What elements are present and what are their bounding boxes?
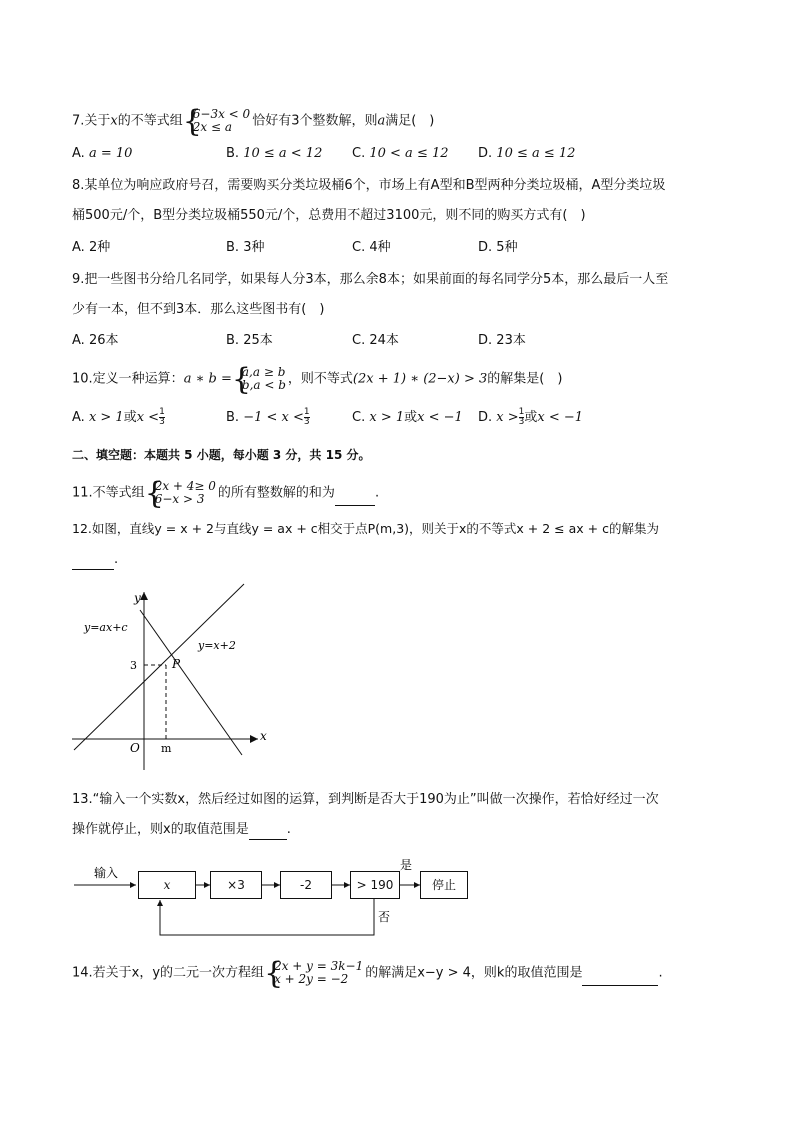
q14-system bbox=[266, 960, 363, 986]
q14-stem-end: . bbox=[658, 965, 663, 981]
option-left: x > bbox=[496, 410, 519, 425]
q11-stem-end: . bbox=[374, 485, 380, 501]
q9-option-d[interactable] bbox=[478, 331, 526, 351]
q10-case1: { a,a ≥ b bbox=[241, 365, 286, 379]
q8-stem-line2: 桶500元/个，B型分类垃圾桶550元/个，总费用不超过3100元，则不同的购买方式有( ) bbox=[72, 208, 586, 223]
q10-case2: b,a < b bbox=[241, 378, 286, 392]
q13-stem-end: . bbox=[286, 822, 291, 837]
q7-option-c[interactable] bbox=[352, 144, 449, 164]
q8-option-d[interactable] bbox=[478, 238, 518, 258]
q7-option-b[interactable] bbox=[226, 144, 322, 164]
option-text: a = 10 bbox=[88, 146, 133, 161]
option-label: C. bbox=[352, 240, 366, 255]
flow-box-times3: ×3 bbox=[210, 871, 262, 899]
flow-box-compare: > 190 bbox=[350, 871, 400, 899]
label-m: m bbox=[161, 742, 172, 755]
fraction-num: 1 bbox=[159, 407, 165, 417]
q13-stem-line2 bbox=[72, 820, 291, 840]
flow-no-label: 否 bbox=[378, 910, 391, 924]
option-right: x < −1 bbox=[417, 410, 463, 425]
q10-stem-pre: 10.定义一种运算： bbox=[72, 371, 184, 387]
option-left: x > 1 bbox=[88, 410, 124, 425]
q14-answer-blank[interactable] bbox=[582, 971, 658, 986]
fraction-den: 3 bbox=[159, 417, 165, 427]
q7-sys-line1: { 6−3x < 0 bbox=[192, 107, 251, 121]
option-text: 26本 bbox=[88, 333, 119, 348]
q7-stem-mid: 的不等式组 bbox=[117, 113, 183, 129]
q7-option-d[interactable] bbox=[478, 144, 575, 164]
option-label: A. bbox=[72, 333, 85, 348]
q14-stem bbox=[72, 960, 663, 986]
option-label: B. bbox=[226, 410, 240, 425]
q11-system bbox=[147, 480, 216, 506]
option-right: x < bbox=[136, 410, 160, 425]
line-y-x-plus-2 bbox=[74, 584, 244, 750]
fraction-num: 1 bbox=[518, 407, 525, 417]
q10-expr: (2x + 1) ∗ (2−x) > 3 bbox=[352, 371, 488, 387]
option-label: D. bbox=[478, 240, 493, 255]
q9-option-a[interactable] bbox=[72, 331, 118, 351]
q12-answer-line bbox=[72, 550, 118, 570]
option-label: B. bbox=[226, 333, 240, 348]
q10-stem bbox=[72, 366, 562, 392]
label-3: 3 bbox=[130, 659, 137, 672]
q10-option-b[interactable] bbox=[226, 408, 310, 428]
q7-stem bbox=[72, 108, 434, 134]
q13-stem-line2-text: 操作就停止，则x的取值范围是 bbox=[72, 822, 249, 837]
q10-stem-end: 的解集是( ) bbox=[487, 371, 563, 387]
option-text: 10 < a ≤ 12 bbox=[369, 146, 449, 161]
q11-sys-line1: { 2x + 4≥ 0 bbox=[154, 479, 216, 493]
q8-option-c[interactable] bbox=[352, 238, 391, 258]
option-text: 10 ≤ a ≤ 12 bbox=[496, 146, 576, 161]
q11-sys-line2: 6−x > 3 bbox=[154, 492, 205, 506]
q7-var-x: x bbox=[110, 113, 118, 129]
label-p: P bbox=[172, 657, 181, 671]
label-origin: O bbox=[130, 741, 140, 755]
option-label: D. bbox=[478, 333, 493, 348]
q8-option-a[interactable] bbox=[72, 238, 110, 258]
arrow-no-head bbox=[157, 900, 163, 906]
q7-stem-end: 满足( ) bbox=[385, 113, 435, 129]
option-label: C. bbox=[352, 146, 366, 161]
q7-stem-pre: 7.关于 bbox=[72, 113, 111, 129]
label-y: y bbox=[134, 591, 141, 605]
label-line1: y=ax+c bbox=[84, 621, 128, 634]
option-label: B. bbox=[226, 240, 240, 255]
q14-stem-post: 的解满足x−y > 4，则k的取值范围是 bbox=[365, 965, 583, 981]
option-label: B. bbox=[226, 146, 240, 161]
option-text: 25本 bbox=[243, 333, 273, 348]
fraction-den: 3 bbox=[518, 417, 525, 427]
q13-flowchart bbox=[72, 855, 492, 945]
q7-var-a: a bbox=[377, 113, 386, 129]
q7-sys-line2: 2x ≤ a bbox=[192, 120, 233, 134]
option-text: 10 ≤ a < 12 bbox=[243, 146, 323, 161]
option-text: 4种 bbox=[369, 240, 391, 255]
q11-stem bbox=[72, 480, 379, 506]
flow-yes-label: 是 bbox=[400, 858, 413, 872]
q9-option-c[interactable] bbox=[352, 331, 399, 351]
option-label: A. bbox=[72, 240, 85, 255]
option-left: −1 < x < bbox=[243, 410, 304, 425]
option-label: A. bbox=[72, 146, 85, 161]
q10-op: a ∗ b = bbox=[183, 371, 232, 387]
q11-answer-blank[interactable] bbox=[335, 491, 375, 506]
flow-input-label: 输入 bbox=[94, 866, 119, 880]
q12-graph bbox=[72, 580, 282, 775]
q10-option-c[interactable] bbox=[352, 408, 463, 428]
q9-stem-line2: 少有一本，但不到3本．那么这些图书有( ) bbox=[72, 302, 325, 317]
flow-box-stop: 停止 bbox=[420, 871, 468, 899]
q13-answer-blank[interactable] bbox=[249, 825, 287, 840]
fraction-den: 3 bbox=[303, 417, 310, 427]
q12-stem-end: . bbox=[114, 552, 119, 567]
option-label: D. bbox=[478, 410, 493, 425]
option-text: 24本 bbox=[369, 333, 399, 348]
arrow-input-head bbox=[130, 882, 136, 888]
option-text: 3种 bbox=[243, 240, 265, 255]
label-x: x bbox=[260, 729, 267, 743]
line-y-ax-plus-c bbox=[140, 610, 242, 755]
q11-stem-pre: 11.不等式组 bbox=[72, 485, 145, 501]
q8-stem-line1: 8.某单位为响应政府号召，需要购买分类垃圾桶6个，市场上有A型和B型两种分类垃圾桶，A型分类垃圾 bbox=[72, 178, 666, 193]
q14-sys-line2: x + 2y = −2 bbox=[274, 972, 349, 986]
option-label: C. bbox=[352, 333, 366, 348]
q12-answer-blank[interactable] bbox=[72, 555, 114, 570]
section-heading: 二、填空题：本题共 5 小题，每小题 3 分，共 15 分。 bbox=[72, 448, 371, 462]
q12-stem: 12.如图，直线y = x + 2与直线y = ax + c相交于点P(m,3)，则关于x的不等式x + 2 ≤ ax + c的解集为 bbox=[72, 521, 659, 536]
q9-option-b[interactable] bbox=[226, 331, 273, 351]
q10-cases bbox=[234, 366, 286, 392]
or-word: 或 bbox=[404, 410, 418, 425]
or-word: 或 bbox=[123, 410, 137, 425]
q14-sys-line1: { 2x + y = 3k−1 bbox=[274, 959, 364, 973]
q7-option-a[interactable] bbox=[72, 144, 132, 164]
q14-stem-pre: 14.若关于x，y的二元一次方程组 bbox=[72, 965, 265, 981]
option-label: D. bbox=[478, 146, 493, 161]
q13-stem-line1: 13.“输入一个实数x，然后经过如图的运算，到判断是否大于190为止”叫做一次操作，若恰好经过一次 bbox=[72, 792, 659, 807]
q9-stem-line1: 9.把一些图书分给几名同学，如果每人分3本，那么余8本；如果前面的每名同学分5本，那么最后一人至 bbox=[72, 272, 669, 287]
x-axis-arrow bbox=[250, 735, 258, 743]
q10-stem-post: ，则不等式 bbox=[287, 371, 353, 387]
q7-system bbox=[185, 108, 250, 134]
fraction-one-third bbox=[304, 408, 310, 427]
option-left: x > 1 bbox=[369, 410, 405, 425]
q8-option-b[interactable] bbox=[226, 238, 264, 258]
option-text: 23本 bbox=[496, 333, 526, 348]
q11-stem-post: 的所有整数解的和为 bbox=[217, 485, 335, 501]
q10-option-d[interactable] bbox=[478, 408, 583, 428]
option-label: C. bbox=[352, 410, 366, 425]
flow-box-x: x bbox=[138, 871, 196, 899]
option-text: 5种 bbox=[496, 240, 518, 255]
arrow-no-loop bbox=[160, 898, 374, 935]
option-label: A. bbox=[72, 410, 85, 425]
q7-stem-post: 恰好有3个整数解，则 bbox=[252, 113, 378, 129]
or-word: 或 bbox=[524, 410, 538, 425]
q10-option-a[interactable] bbox=[72, 408, 165, 428]
y-axis-arrow bbox=[140, 592, 148, 600]
label-line2: y=x+2 bbox=[198, 639, 236, 652]
fraction-num: 1 bbox=[303, 407, 310, 417]
flow-box-minus2: -2 bbox=[280, 871, 332, 899]
option-text: 2种 bbox=[88, 240, 111, 255]
option-right: x < −1 bbox=[537, 410, 584, 425]
fraction-one-third bbox=[159, 408, 165, 427]
